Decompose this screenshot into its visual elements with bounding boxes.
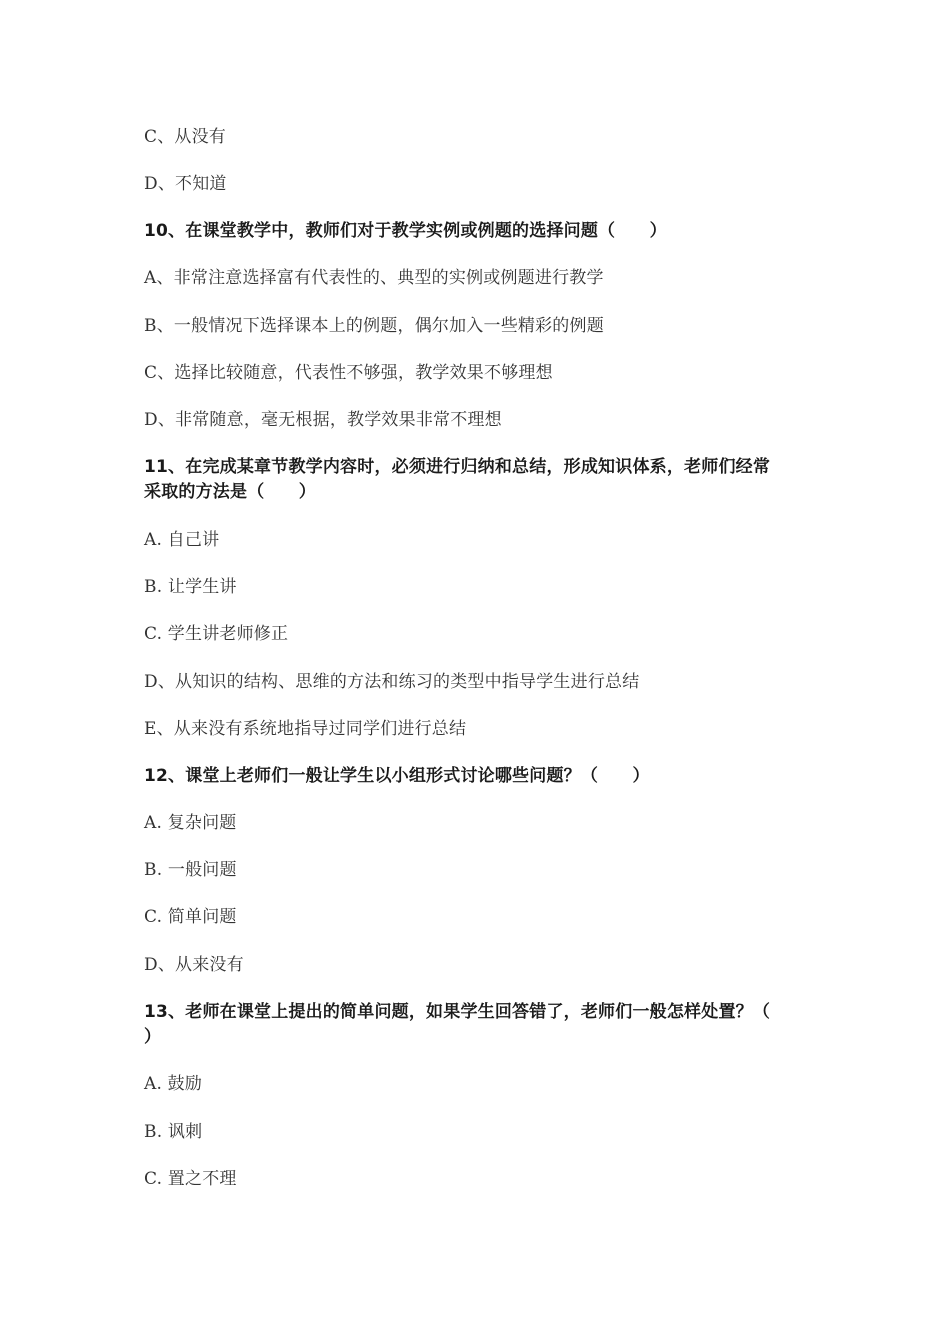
question-13-line-2: ） (144, 1027, 162, 1047)
option-9c: C、从没有 (144, 127, 227, 147)
option-12d: D、从来没有 (144, 955, 244, 975)
option-12b: B. 一般问题 (144, 860, 237, 880)
option-12a: A. 复杂问题 (144, 813, 237, 833)
option-9d: D、不知道 (144, 174, 227, 194)
option-10c: C、选择比较随意，代表性不够强，教学效果不够理想 (144, 363, 553, 383)
option-13b: B. 讽刺 (144, 1122, 203, 1142)
question-13-line-1: 13、老师在课堂上提出的简单问题，如果学生回答错了，老师们一般怎样处置？（ (144, 1002, 771, 1022)
option-11e: E、从来没有系统地指导过同学们进行总结 (144, 719, 467, 739)
option-10b: B、一般情况下选择课本上的例题，偶尔加入一些精彩的例题 (144, 316, 604, 336)
option-12c: C. 简单问题 (144, 907, 237, 927)
option-10d: D、非常随意，毫无根据，教学效果非常不理想 (144, 410, 502, 430)
option-11c: C. 学生讲老师修正 (144, 624, 289, 644)
option-11d: D、从知识的结构、思维的方法和练习的类型中指导学生进行总结 (144, 672, 640, 692)
option-10a: A、非常注意选择富有代表性的、典型的实例或例题进行教学 (144, 268, 604, 288)
option-11a: A. 自己讲 (144, 530, 220, 550)
question-10: 10、在课堂教学中，教师们对于教学实例或例题的选择问题（ ） (144, 221, 667, 241)
option-11b: B. 让学生讲 (144, 577, 237, 597)
option-13a: A. 鼓励 (144, 1074, 203, 1094)
question-12: 12、课堂上老师们一般让学生以小组形式讨论哪些问题？（ ） (144, 766, 650, 786)
question-11-line-2: 采取的方法是（ ） (144, 482, 316, 502)
question-11-line-1: 11、在完成某章节教学内容时，必须进行归纳和总结，形成知识体系，老师们经常 (144, 457, 771, 477)
option-13c: C. 置之不理 (144, 1169, 237, 1189)
